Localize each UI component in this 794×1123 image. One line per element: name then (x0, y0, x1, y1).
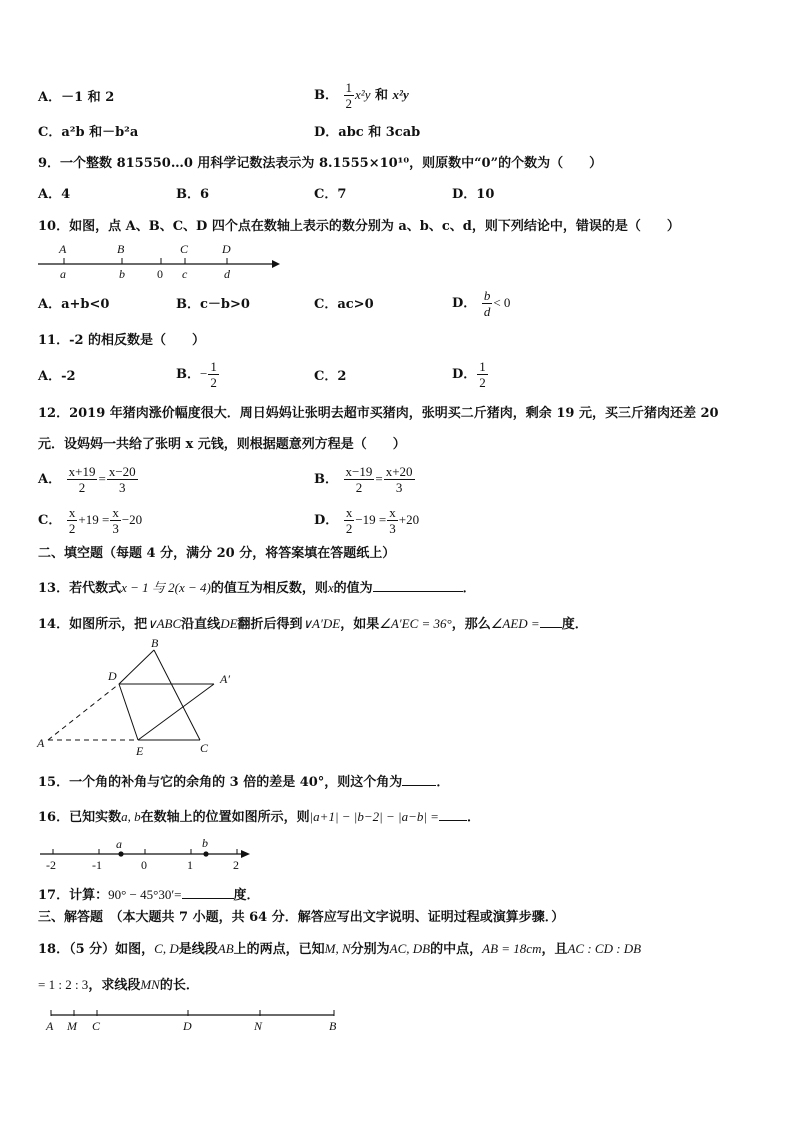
q14-label-B: B (151, 636, 159, 650)
q18-label-M: M (67, 1019, 77, 1033)
q11-option-c: C．2 (314, 369, 347, 384)
q9-option-b: B．6 (176, 187, 210, 202)
q13-stem: 13．若代数式x − 1 与 2(x − 4)的值互为相反数，则x的值为 ． (38, 577, 476, 598)
q9-option-d: D．10 (452, 187, 495, 202)
q16-point-a (118, 851, 123, 856)
q8-option-c: C．a²b 和－b²a (38, 125, 139, 140)
q11-option-d: D． $\frac{1}{2}$ (452, 359, 486, 390)
q16-tick-1: 1 (187, 858, 193, 872)
q10-label-a: a (60, 267, 66, 281)
q9-stem: 9．一个整数 815550…0 用科学记数法表示为 8.1555×10¹⁰，则原数中“0”的个数为（ ） (38, 156, 603, 171)
q8-option-a: A．－1 和 2 (38, 90, 115, 105)
q18-label-N: N (254, 1019, 263, 1033)
q14-answer-blank[interactable] (540, 613, 562, 628)
q13-answer-blank[interactable] (373, 577, 463, 592)
q10-option-a: A．a+b<0 (38, 297, 110, 312)
q10-label-D: D (222, 242, 231, 256)
q16-tick-neg2: -2 (46, 858, 56, 872)
q12-stem-line2: 元．设妈妈一共给了张明 x 元钱，则根据题意列方程是（ ） (38, 437, 406, 452)
q16-label-b: b (202, 836, 208, 850)
q16-point-b (203, 851, 208, 856)
q10-option-c: C．ac>0 (314, 297, 374, 312)
q10-label-A: A (59, 242, 67, 256)
q12-option-b: B． $\frac{x-19}{2}$ = $\frac{x+20}{3}$ (314, 464, 413, 495)
q17-stem: 17．计算：90° − 45°30′= 度． (38, 884, 260, 905)
q18-label-B: B (329, 1019, 337, 1033)
q10-label-b: b (119, 267, 125, 281)
q8-option-d: D．abc 和 3cab (314, 125, 421, 140)
q15-answer-blank[interactable] (402, 771, 436, 786)
q16-number-line-figure (30, 834, 260, 874)
q16-answer-blank[interactable] (439, 806, 467, 821)
q18-label-D: D (183, 1019, 192, 1033)
q15-stem: 15．一个角的补角与它的余角的 3 倍的差是 40°，则这个角为 ． (38, 771, 449, 792)
q11-stem: 11．-2 的相反数是（ ） (38, 333, 206, 348)
q16-tick-0: 0 (141, 858, 147, 872)
q10-label-zero: 0 (157, 267, 163, 281)
q16-label-a: a (116, 837, 122, 851)
q12-option-d: D． $\frac{x}{2}$ −19 = $\frac{x}{3}$ +20 (314, 505, 420, 536)
q12-option-c: C． $\frac{x}{2}$ +19 = $\frac{x}{3}$ −20 (38, 505, 143, 536)
q14-stem: 14．如图所示，把∨ABC沿直线DE翻折后得到∨A′DE，如果∠A′EC = 36°，那么∠AED = 度． (38, 613, 588, 634)
q18-stem-line1: 18．（5 分）如图，C, D是线段AB上的两点，已知M, N分别为AC, DB的中点，AB = 18cm，且AC : CD : DB (38, 941, 642, 957)
q10-label-c: c (182, 267, 188, 281)
q18-stem-line2: = 1 : 2 : 3，求线段MN的长． (38, 977, 199, 993)
q8-option-b: B． $\frac{1}{2}$ x²y 和 x²y (314, 80, 409, 111)
q14-label-E: E (136, 744, 144, 758)
q16-tick-neg1: -1 (92, 858, 102, 872)
q11-option-b: B．− $\frac{1}{2}$ (176, 359, 217, 390)
q10-option-d: D． $\frac{b}{d}$ < 0 (452, 288, 511, 319)
q14-triangle-figure (30, 636, 250, 762)
q10-stem: 10．如图，点 A、B、C、D 四个点在数轴上表示的数分别为 a、b、c、d，则下列结论中，错误的是（ ） (38, 219, 680, 234)
q14-label-A: A (37, 736, 45, 750)
q12-stem-line1: 12．2019 年猪肉涨价幅度很大．周日妈妈让张明去超市买猪肉，张明买二斤猪肉，剩余 19 元，买三斤猪肉还差 20 (38, 406, 719, 421)
q10-label-C: C (180, 242, 189, 256)
q18-segment-figure (40, 1008, 350, 1036)
q14-label-C: C (200, 741, 209, 755)
q9-option-a: A．4 (38, 187, 71, 202)
q9-option-c: C．7 (314, 187, 347, 202)
q18-label-A: A (46, 1019, 54, 1033)
q18-label-C: C (92, 1019, 101, 1033)
q14-label-D: D (108, 669, 117, 683)
q11-option-a: A．-2 (38, 369, 76, 384)
q14-label-A-prime: A′ (220, 672, 230, 686)
q17-answer-blank[interactable] (182, 884, 234, 899)
q16-stem: 16．已知实数a, b在数轴上的位置如图所示，则|a+1| − |b−2| − |a−b| = ． (38, 806, 480, 827)
q16-tick-2: 2 (233, 858, 239, 872)
q10-number-line-figure (30, 238, 290, 284)
q10-option-b: B．c－b>0 (176, 297, 250, 312)
section-3-heading: 三、解答题 （本大题共 7 小题，共 64 分．解答应写出文字说明、证明过程或演算步骤．） (38, 910, 565, 925)
q10-label-d: d (224, 267, 230, 281)
q10-label-B: B (117, 242, 125, 256)
section-2-heading: 二、填空题（每题 4 分，满分 20 分，将答案填在答题纸上） (38, 546, 396, 561)
q12-option-a: A． $\frac{x+19}{2}$ = $\frac{x-20}{3}$ (38, 464, 136, 495)
